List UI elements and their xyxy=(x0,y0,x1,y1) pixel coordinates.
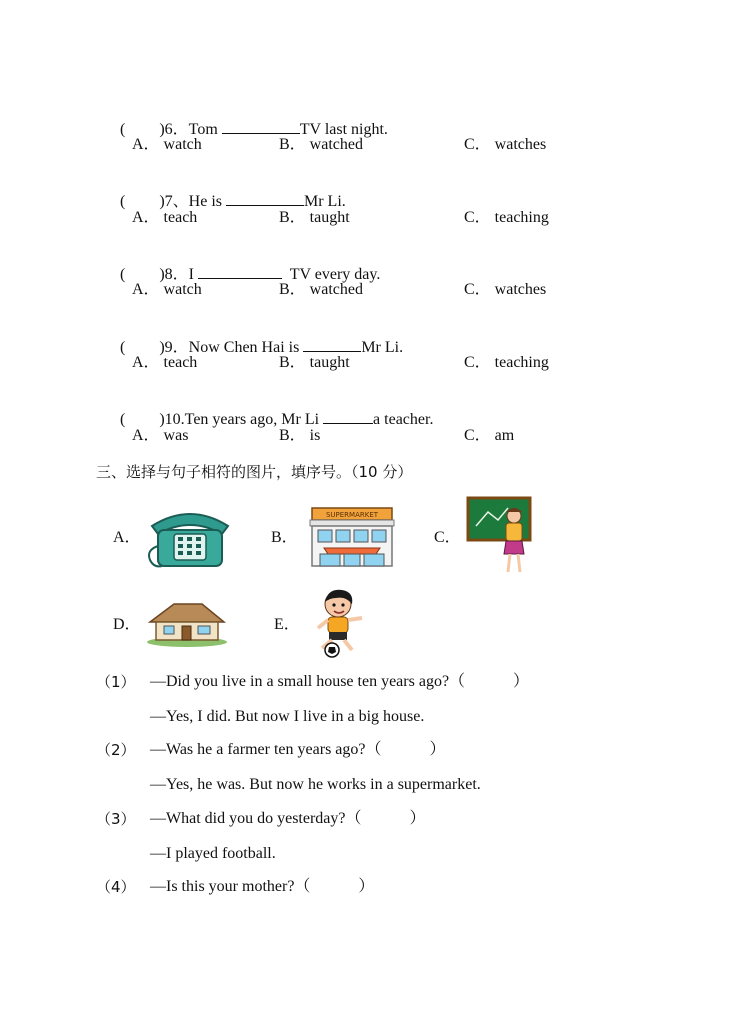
option-c[interactable]: C． am xyxy=(464,427,515,444)
item-1-question: —Did you live in a small house ten years ago?（ ） xyxy=(150,673,530,690)
answer-blank[interactable] xyxy=(226,191,304,206)
item-4-number: （4） xyxy=(96,878,136,896)
option-b[interactable]: B． is xyxy=(279,427,321,444)
item-1-answer: —Yes, I did. But now I live in a big house. xyxy=(150,708,425,725)
item-2-answer: —Yes, he was. But now he works in a supermarket. xyxy=(150,776,481,793)
answer-blank[interactable] xyxy=(222,119,300,134)
section-3-title: 三、选择与句子相符的图片，填序号。（10 分） xyxy=(96,463,413,481)
supermarket-icon xyxy=(306,504,398,575)
option-c[interactable]: C． teaching xyxy=(464,209,549,226)
option-b[interactable]: B． watched xyxy=(279,281,363,298)
option-c[interactable]: C． teaching xyxy=(464,354,549,371)
option-b[interactable]: B． watched xyxy=(279,136,363,153)
teacher-icon xyxy=(466,496,536,581)
question-6: ( )6．Tom TV last night. xyxy=(120,121,388,138)
question-8: ( )8．I TV every day. xyxy=(120,266,381,283)
question-9: ( )9．Now Chen Hai is Mr Li. xyxy=(120,339,404,356)
item-2-number: （2） xyxy=(96,741,136,759)
option-b[interactable]: B． taught xyxy=(279,354,350,371)
option-a[interactable]: A． watch xyxy=(132,281,202,298)
option-a[interactable]: A． teach xyxy=(132,354,198,371)
picture-label-a: A． xyxy=(113,529,141,546)
answer-blank[interactable] xyxy=(198,264,282,279)
question-7: ( )7、He is Mr Li. xyxy=(120,193,346,210)
telephone-icon xyxy=(144,506,236,575)
picture-label-e: E． xyxy=(274,616,300,633)
picture-label-b: B． xyxy=(271,529,298,546)
answer-blank[interactable] xyxy=(303,337,361,352)
picture-label-c: C． xyxy=(434,529,461,546)
item-4-question: —Is this your mother?（ ） xyxy=(150,878,375,895)
answer-blank[interactable] xyxy=(323,409,373,424)
option-c[interactable]: C． watches xyxy=(464,281,547,298)
option-a[interactable]: A． teach xyxy=(132,209,198,226)
option-c[interactable]: C． watches xyxy=(464,136,547,153)
item-3-question: —What did you do yesterday?（ ） xyxy=(150,810,426,827)
option-b[interactable]: B． taught xyxy=(279,209,350,226)
option-a[interactable]: A． was xyxy=(132,427,189,444)
item-3-answer: —I played football. xyxy=(150,845,276,862)
item-2-question: —Was he a farmer ten years ago?（ ） xyxy=(150,741,446,758)
option-a[interactable]: A． watch xyxy=(132,136,202,153)
item-1-number: （1） xyxy=(96,673,136,691)
house-icon xyxy=(146,598,228,653)
item-3-number: （3） xyxy=(96,810,136,828)
question-10: ( )10.Ten years ago, Mr Li a teacher. xyxy=(120,411,434,428)
picture-label-d: D． xyxy=(113,616,141,633)
boy-football-icon xyxy=(312,586,372,663)
supermarket-sign: SUPERMARKET xyxy=(325,511,379,519)
